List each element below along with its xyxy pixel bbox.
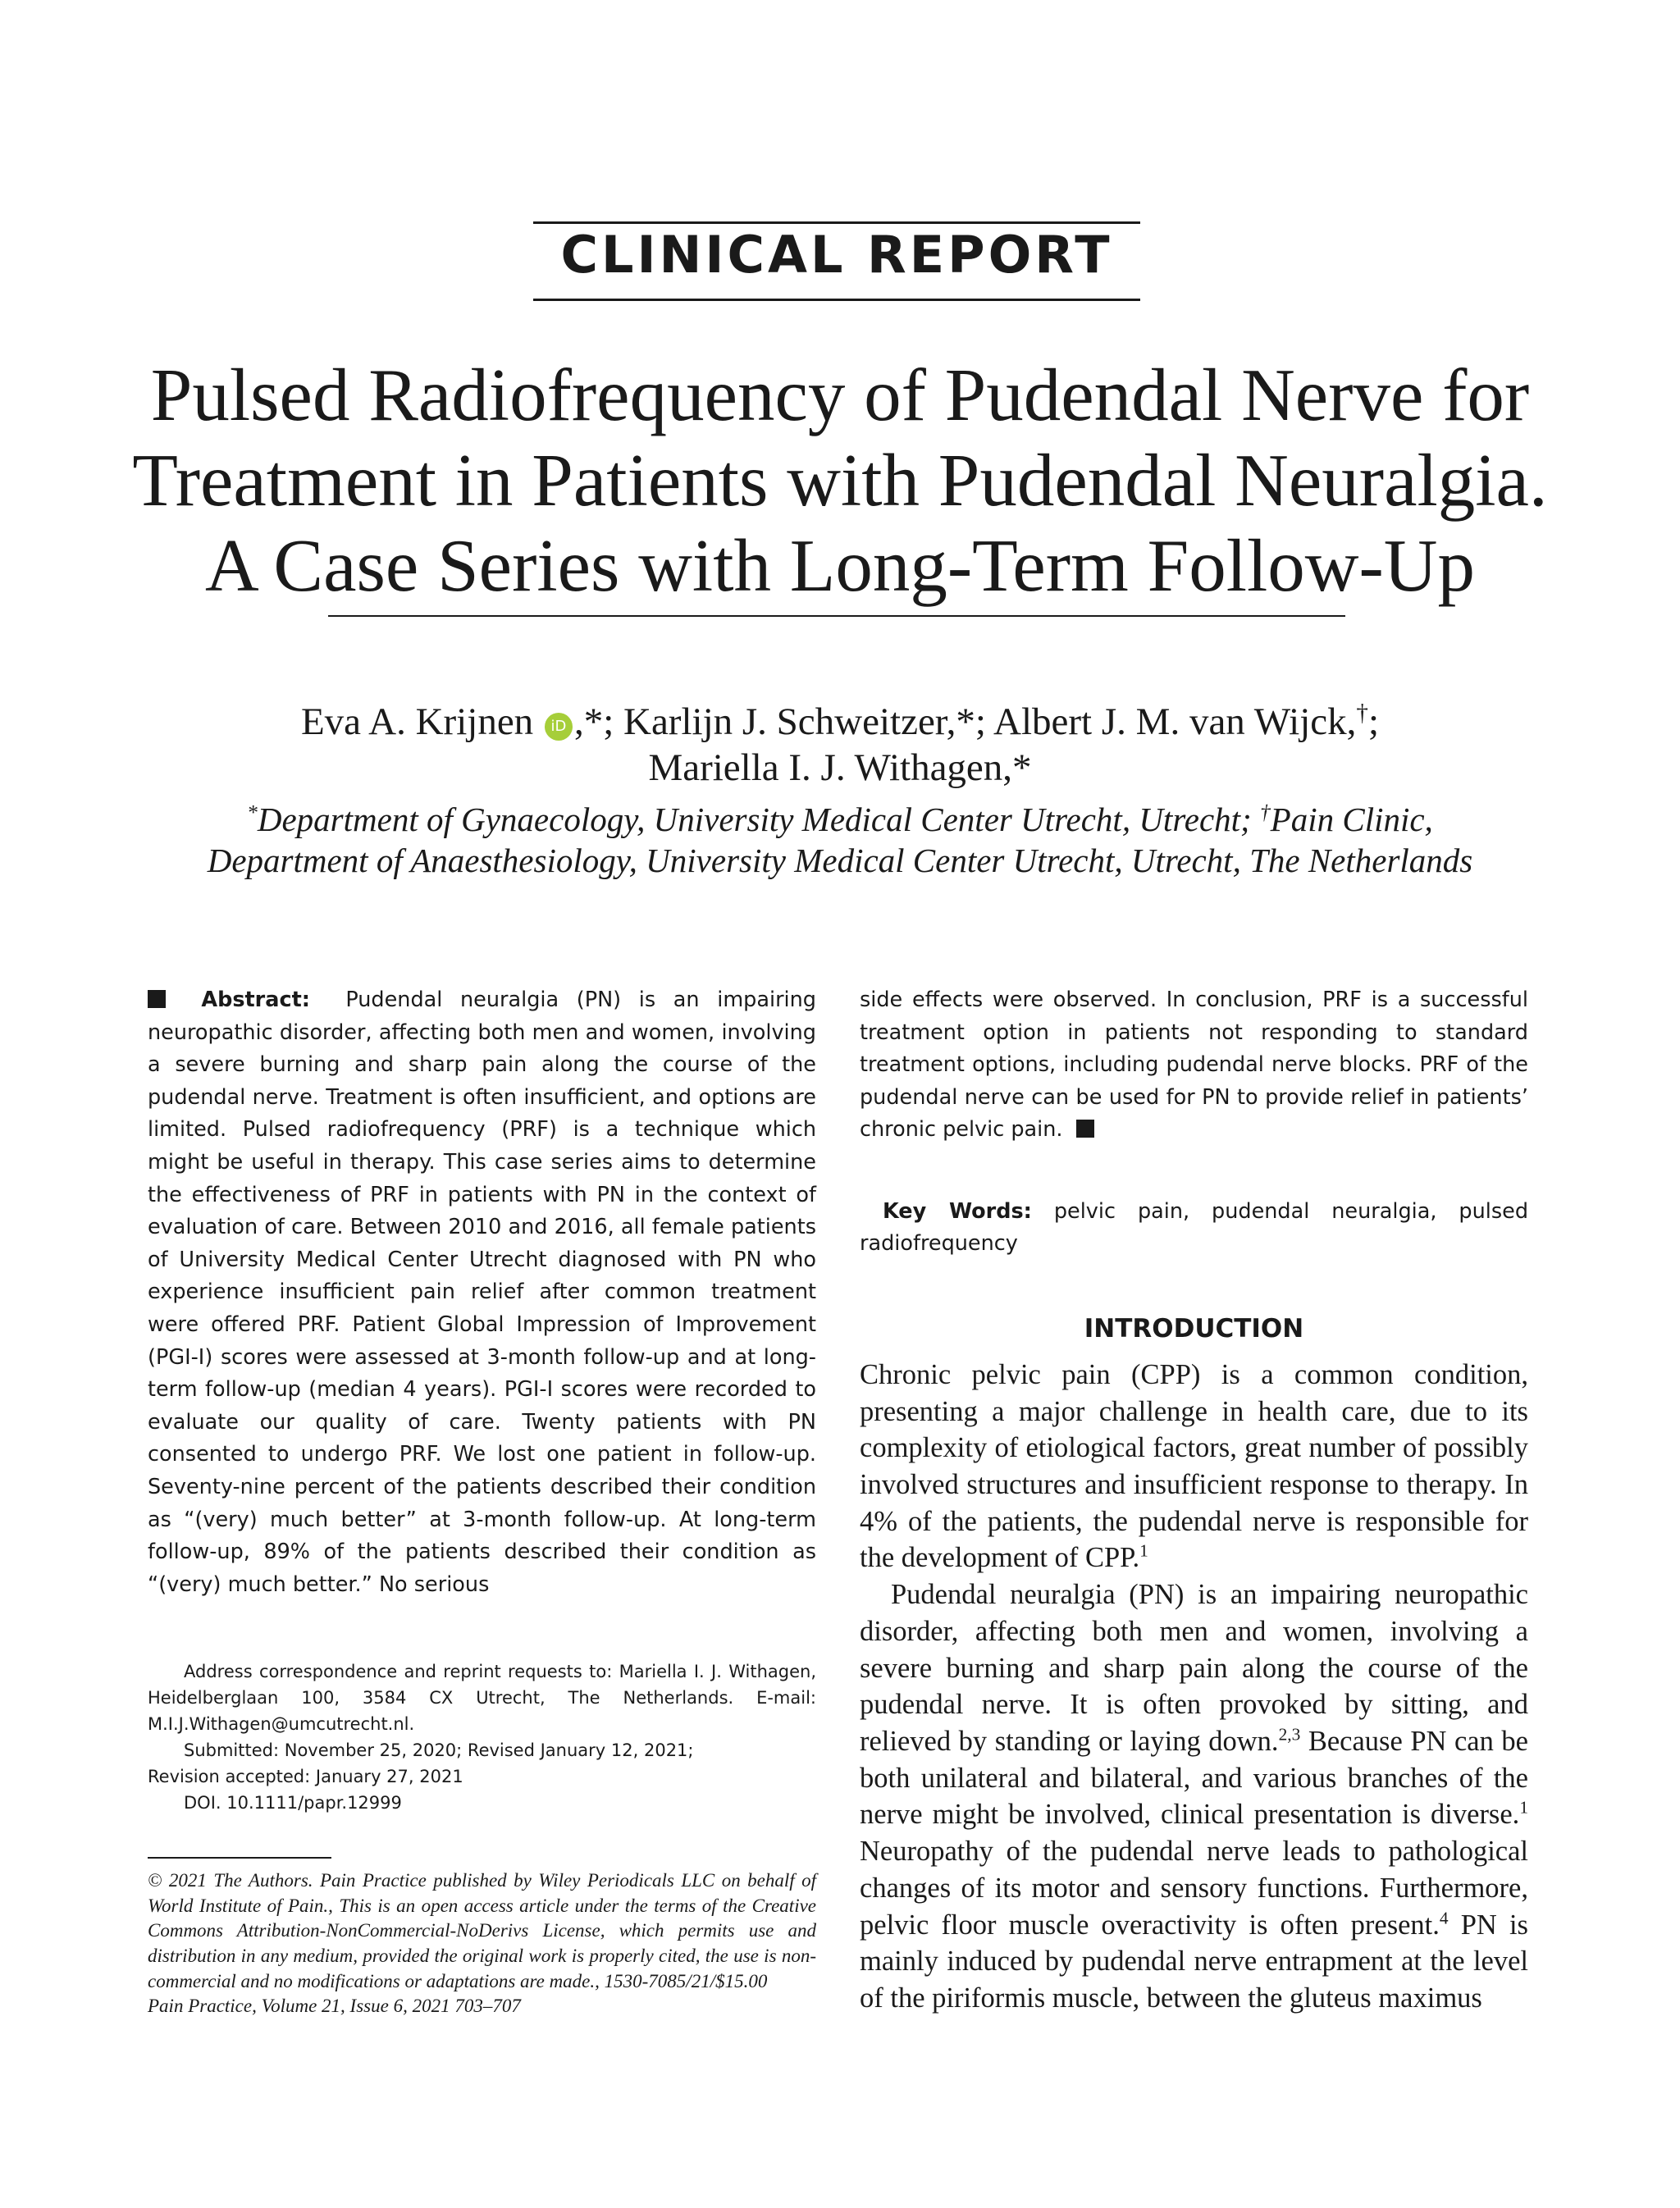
- keywords-label: Key Words:: [883, 1198, 1032, 1224]
- author-list-middle: ,*; Karlijn J. Schweitzer,*; Albert J. M. van Wijck,: [573, 700, 1357, 743]
- affil-line-1: Department of Gynaecology, University Medical Center Utrecht, Utrecht;: [257, 801, 1260, 838]
- abstract-text-1: Pudendal neuralgia (PN) is an impairing neuropathic disorder, affecting both men and women, involving a severe burning and sharp pain along the course of the pudendal nerve. Treatment is often insufficient, and options are limited. Pulsed radiofrequency (PRF) is a technique which might be useful in therapy. This case series aims to determine the effectiveness of PRF in patients with PN in the context of evaluation of care. Between 2010 and 2016, all female patients of University Medical Center Utrecht diagnosed with PN who experience insufficient pain relief after common treatment were offered PRF. Patient Global Impression of Improvement (PGI-I) scores were assessed at 3-month follow-up and at long-term follow-up (median 4 years). PGI-I scores were recorded to evaluate our quality of care. Twenty patients with PN consented to undergo PRF. We lost one patient in follow-up. Seventy-nine percent of the patients described their condition as “(very) much better” at 3-month follow-up. At long-term follow-up, 89% of the patients described their condition as “(very) much better.” No serious: [148, 988, 816, 1597]
- section-heading-introduction: INTRODUCTION: [1084, 1313, 1304, 1344]
- author-1: Eva A. Krijnen: [300, 700, 534, 743]
- abstract-label: Abstract:: [201, 988, 310, 1012]
- author-list: [82, 699, 1598, 791]
- right-column: [860, 984, 1528, 2017]
- affil-line-2: Department of Anaesthesiology, University Medical Center Utrecht, Utrecht, The Netherlands: [207, 842, 1473, 879]
- intro-paragraph-1: [860, 1357, 1528, 1576]
- doi: DOI. 10.1111/papr.12999: [184, 1793, 402, 1813]
- report-type-label: CLINICAL REPORT: [560, 225, 1113, 285]
- title-line-3: A Case Series with Long-Term Follow-Up: [204, 524, 1476, 607]
- abstract-text-2: side effects were observed. In conclusion, PRF is a successful treatment option in patients not responding to standard treatment options, including pudendal nerve blocks. PRF of the pudendal nerve can be used for PN to provide relief in patients’ chronic pelvic pain.: [860, 988, 1528, 1143]
- intro-paragraph-2: [860, 1576, 1528, 2016]
- title-line-1: Pulsed Radiofrequency of Pudendal Nerve for: [150, 354, 1530, 436]
- dagger-mark: †: [1356, 700, 1368, 727]
- abstract-part-1: [148, 984, 816, 1601]
- accepted-date: Revision accepted: January 27, 2021: [148, 1767, 463, 1787]
- abstract-part-2: [860, 984, 1528, 1147]
- abstract-end-square-icon: [1076, 1120, 1094, 1138]
- orcid-icon[interactable]: iD: [545, 713, 573, 741]
- correspondence-address: Address correspondence and reprint requests to: Mariella I. J. Withagen, Heidelberglaan 100, 3584 CX Utrecht, The Netherlands. E-mail: M.I.J.Withagen@umcutrecht.nl.: [148, 1662, 816, 1735]
- affil-line-1b: Pain Clinic,: [1270, 801, 1433, 838]
- intro-p2-text-a: Pudendal neuralgia (PN) is an impairing neuropathic disorder, affecting both men and women, involving a severe burning and sharp pain along the course of the pudendal nerve. It is often provoked by sitting, and relieved by standing or laying down.: [860, 1579, 1528, 1757]
- intro-p2-text-c: Neuropathy of the pudendal nerve leads to pathological changes of its motor and sensory functions. Furthermore, pelvic floor muscle overactivity is often present.: [860, 1836, 1528, 1941]
- intro-p2-text-b: Because PN can be both unilateral and bilateral, and various branches of the nerve might be involved, clinical presentation is diverse.: [860, 1726, 1528, 1831]
- ref-4[interactable]: 4: [1439, 1908, 1449, 1928]
- affil-dagger: †: [1259, 801, 1271, 824]
- author-4: Mariella I. J. Withagen,*: [648, 746, 1032, 789]
- copyright-notice: © 2021 The Authors. Pain Practice published by Wiley Periodicals LLC on behalf of World Institute of Pain., This is an open access article under the terms of the Creative Commons Attribution-NonCommercial-NoDerivs License, which permits use and distribution in any medium, provided the original work is properly cited, the use is non-commercial and no modifications or adaptations are made., 1530-7085/21/$15.00: [148, 1870, 816, 1991]
- keywords: [860, 1196, 1528, 1260]
- ref-1b[interactable]: 1: [1519, 1797, 1528, 1818]
- author-sep: ;: [1367, 700, 1380, 743]
- article-title: [82, 353, 1598, 609]
- abstract-start-square-icon: [148, 990, 166, 1008]
- affiliations: [82, 799, 1598, 881]
- keywords-text: pelvic pain, pudendal neuralgia, pulsed radiofrequency: [860, 1198, 1529, 1256]
- title-line-2: Treatment in Patients with Pudendal Neuralgia.: [132, 439, 1548, 522]
- ref-1[interactable]: 1: [1139, 1540, 1148, 1561]
- journal-citation: Pain Practice, Volume 21, Issue 6, 2021 703–707: [148, 1996, 521, 2017]
- submitted-dates: Submitted: November 25, 2020; Revised January 12, 2021;: [184, 1740, 694, 1761]
- affil-star: *: [247, 801, 258, 824]
- header-rule-top: [533, 221, 1140, 224]
- left-column: [148, 984, 816, 2019]
- title-rule: [328, 615, 1345, 617]
- ref-2-3[interactable]: 2,3: [1278, 1724, 1301, 1745]
- header-rule-bottom: [533, 299, 1140, 301]
- intro-p1-text: Chronic pelvic pain (CPP) is a common condition, presenting a major challenge in health care, due to its complexity of etiological factors, great number of possibly involved structures and insufficient response to therapy. In 4% of the patients, the pudendal nerve is responsible for the development of CPP.: [860, 1358, 1528, 1574]
- intro-p2-text-d: PN is mainly induced by pudendal nerve entrapment at the level of the piriformis muscle, between the gluteus maximus: [860, 1909, 1528, 2014]
